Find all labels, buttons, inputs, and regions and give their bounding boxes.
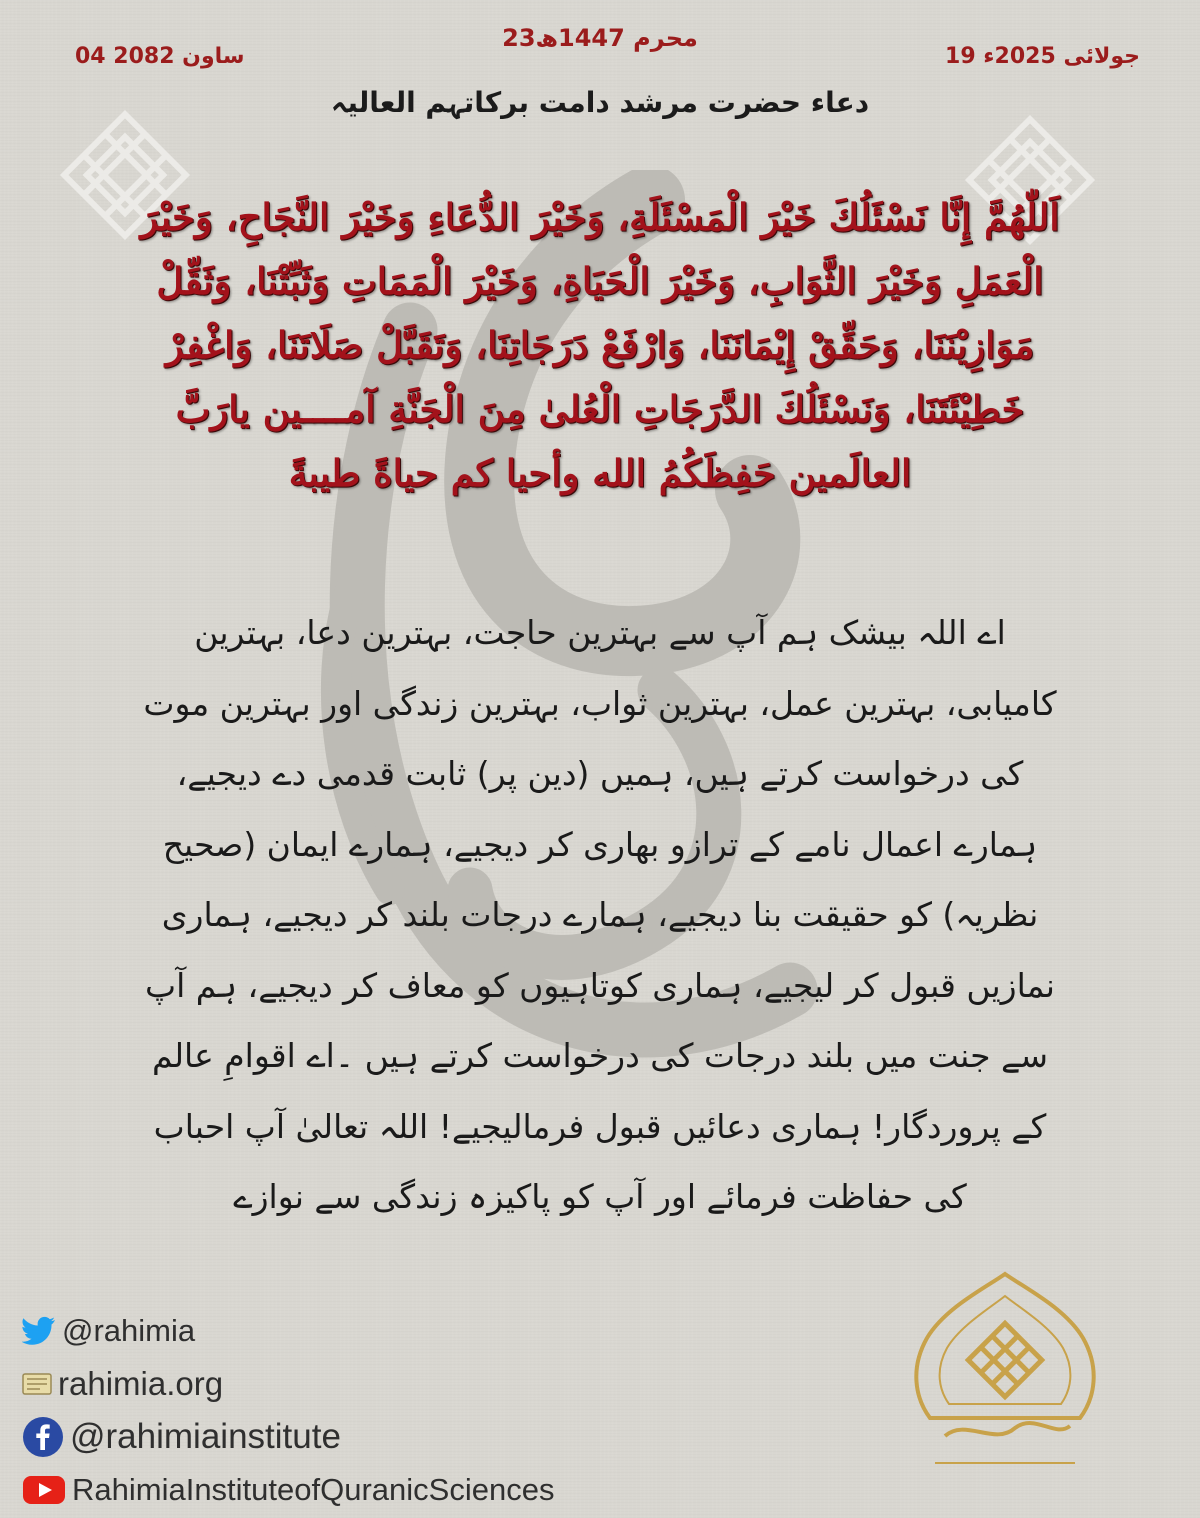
facebook-handle: @rahimiainstitute <box>70 1417 341 1456</box>
rahimia-logo <box>905 1268 1105 1478</box>
facebook-link[interactable] <box>22 1412 702 1462</box>
hijri-date: 23محرم 1447ھ <box>502 24 698 52</box>
website-url: rahimia.org <box>58 1365 224 1402</box>
twitter-link[interactable] <box>22 1306 702 1356</box>
youtube-channel: RahimiaInstituteofQuranicSciences <box>72 1472 555 1507</box>
gregorian-date: 19 جولائی 2025ء <box>945 44 1140 69</box>
facebook-icon <box>22 1416 64 1458</box>
bikrami-date: 04 ساون 2082 <box>75 44 245 69</box>
page-title: دعاء حضرت مرشد دامت برکاتہم العالیہ <box>330 86 870 119</box>
dua-translation-urdu: اے اللہ بیشک ہم آپ سے بہترین حاجت، بہترین دعا، بہترین کامیابی، بہترین عمل، بہترین ثواب، بہترین زندگی اور بہترین موت کی درخواست کرتے ہیں، ہمیں (دین پر) ثابت قدمی دے دیجیے، ہمارے اعمال نامے کے ترازو بھاری کر دیجیے، ہمارے ایمان (صحیح نظریہ) کو حقیقت بنا دیجیے، ہمارے درجات بلند کر دیجیے، ہماری نمازیں قبول کر لیجیے، ہماری کوتاہیوں کو معاف کر دیجیے، ہم آپ سے جنت میں بلند درجات کی درخواست کرتے ہیں ۔اے اقوامِ عالم کے پروردگار! ہماری دعائیں قبول فرمالیجیے! اللہ تعالیٰ آپ احباب کی حفاظت فرمائے اور آپ کو پاکیزہ زندگی سے نوازے <box>143 613 1057 1216</box>
social-links <box>22 1306 702 1518</box>
youtube-icon <box>22 1474 66 1506</box>
globe-icon <box>22 1372 52 1396</box>
twitter-handle: @rahimia <box>62 1313 196 1348</box>
twitter-icon <box>22 1316 56 1346</box>
dua-arabic: اَللّٰهُمَّ إِنَّا نَسْئَلُكَ خَيْرَ الْمَسْئَلَةِ، وَخَيْرَ الدُّعَاءِ وَخَيْرَ النَّجَاحِ، وَخَيْرَ الْعَمَلِ وَخَيْرَ الثَّوَابِ، وَخَيْرَ الْحَيَاةِ، وَخَيْرَ الْمَمَاتِ وَثَبِّتْنَا، وَثَقِّلْ مَوَازِيْنَنَا، وَحَقِّقْ إِيْمَانَنَا، وَارْفَعْ دَرَجَاتِنَا، وَتَقَبَّلْ صَلَاتَنَا، وَاغْفِرْ خَطِيْئَتَنَا، وَنَسْئَلُكَ الدَّرَجَاتِ الْعُلیٰ مِنَ الْجَنَّةِ آمــــين يارَبَّ العالَمين حَفِظَكُمُ الله وأحيا كم حياةً طيبةً <box>140 195 1060 495</box>
website-link[interactable] <box>22 1359 702 1409</box>
youtube-link[interactable] <box>22 1465 702 1515</box>
